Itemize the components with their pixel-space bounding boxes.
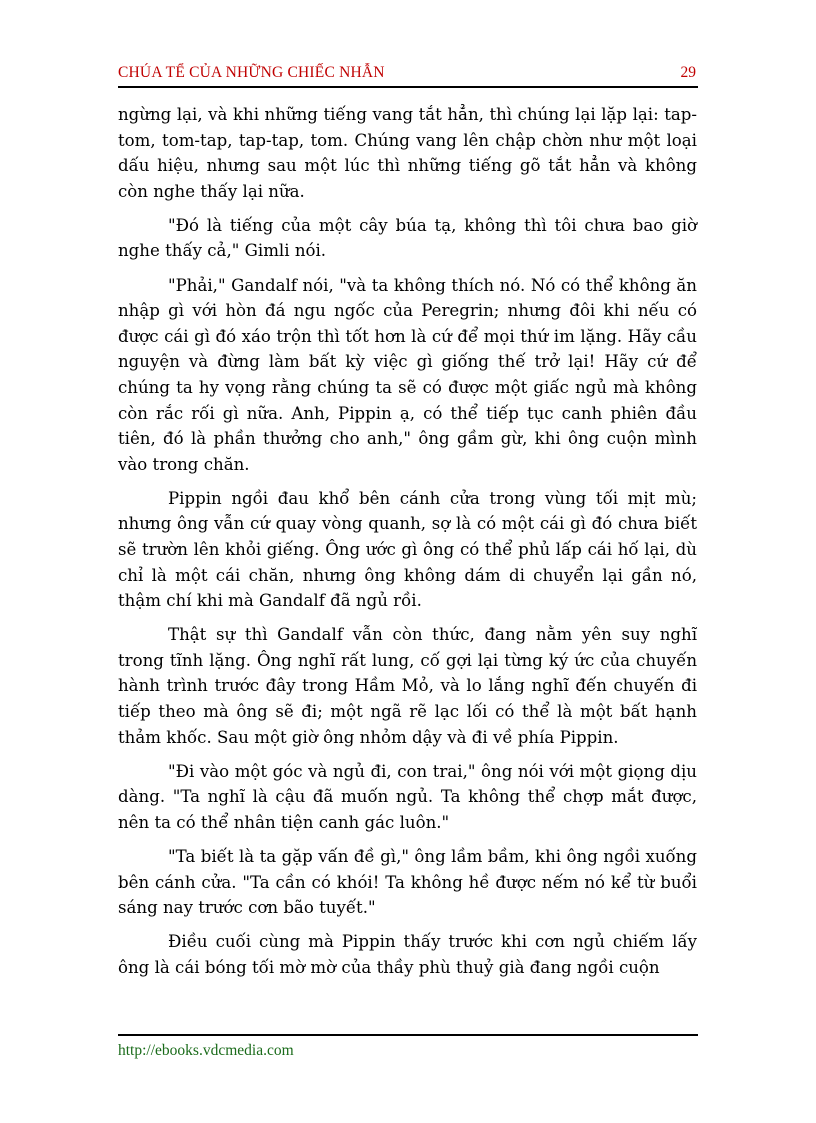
footer-url-link[interactable]: http://ebooks.vdcmedia.com bbox=[118, 1042, 294, 1059]
paragraph: "Đó là tiếng của một cây búa tạ, không thì tôi chưa bao giờ nghe thấy cả," Gimli nói. bbox=[118, 215, 697, 261]
paragraph: "Phải," Gandalf nói, "và ta không thích nó. Nó có thể không ăn nhập gì với hòn đá ngu ngốc của Peregrin; nhưng đôi khi nếu có được cái gì đó xáo trộn thì tốt hơn là cứ để mọi thứ im lặng. Hãy cầu nguyện và đừng làm bất kỳ việc gì giống thế trở lại! Hãy cứ để chúng ta hy vọng rằng chúng ta sẽ có được một giấc ngủ mà không còn rắc rối gì nữa. Anh, Pippin ạ, có thể tiếp tục canh phiên đầu tiên, đó là phần thưởng cho anh," ông gầm gừ, khi ông cuộn mình vào trong chăn. bbox=[118, 275, 697, 474]
book-title: CHÚA TỂ CỦA NHỮNG CHIẾC NHẪN bbox=[118, 64, 385, 81]
paragraph: Điều cuối cùng mà Pippin thấy trước khi cơn ngủ chiếm lấy ông là cái bóng tối mờ mờ của thầy phù thuỷ già đang ngồi cuộn bbox=[118, 932, 697, 977]
paragraph: Thật sự thì Gandalf vẫn còn thức, đang nằm yên suy nghĩ trong tĩnh lặng. Ông nghĩ rất lung, cố gợi lại từng ký ức của chuyến hành trình trước đây trong Hầm Mỏ, và lo lắng nghĩ đến chuyến đi tiếp theo mà ông sẽ đi; một ngã rẽ lạc lối có thể là một bất hạnh thảm khốc. Sau một giờ ông nhỏm dậy và đi về phía Pippin. bbox=[118, 625, 697, 747]
body-text bbox=[118, 102, 697, 989]
paragraph: ngừng lại, và khi những tiếng vang tắt hẳn, thì chúng lại lặp lại: tap-tom, tom-tap, tap-tap, tom. Chúng vang lên chập chờn như một loại dấu hiệu, nhưng sau một lúc thì những tiếng gõ tắt hẳn và không còn nghe thấy lại nữa. bbox=[118, 105, 697, 201]
page-number: 29 bbox=[680, 64, 696, 81]
page-header bbox=[118, 62, 698, 88]
paragraph: Pippin ngồi đau khổ bên cánh cửa trong vùng tối mịt mù; nhưng ông vẫn cứ quay vòng quanh, sợ là có một cái gì đó chưa biết sẽ trườn lên khỏi giếng. Ông ước gì ông có thể phủ lấp cái hố lại, dù chỉ là một cái chăn, nhưng ông không dám di chuyển lại gần nó, thậm chí khi mà Gandalf đã ngủ rồi. bbox=[118, 488, 697, 611]
paragraph: "Ta biết là ta gặp vấn đề gì," ông lầm bầm, khi ông ngồi xuống bên cánh cửa. "Ta cần có khói! Ta không hề được nếm nó kể từ buổi sáng nay trước cơn bão tuyết." bbox=[118, 847, 697, 918]
footer-divider bbox=[118, 1034, 698, 1036]
paragraph: "Đi vào một góc và ngủ đi, con trai," ông nói với một giọng dịu dàng. "Ta nghĩ là cậu đã muốn ngủ. Ta không thể chợp mắt được, nên ta có thể nhân tiện canh gác luôn." bbox=[118, 761, 697, 832]
